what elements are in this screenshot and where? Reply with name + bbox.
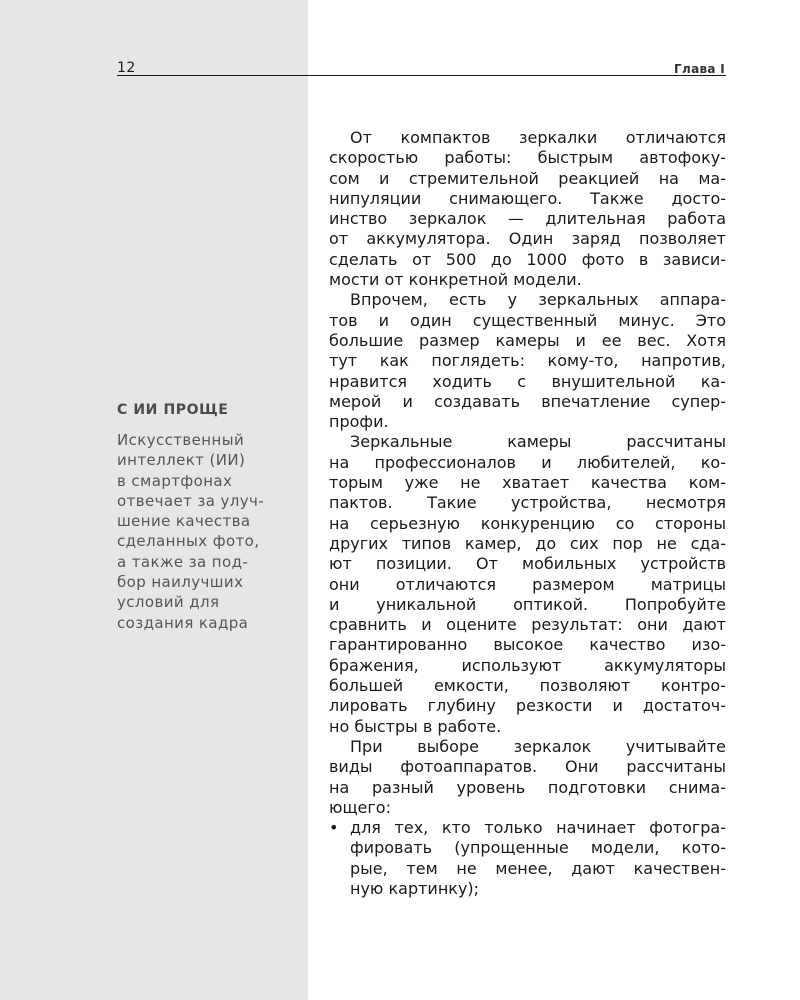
text-line: инство зеркалок — длительная работа	[329, 209, 726, 229]
sidenote-line: условий для	[117, 593, 220, 612]
text-line: ющего:	[329, 797, 391, 817]
sidenote-body	[117, 430, 287, 633]
sidenote-line: бор наилучших	[117, 573, 244, 592]
text-line: для тех, кто только начинает фотогра-	[350, 818, 726, 838]
text-line: мости от конкретной модели.	[329, 270, 582, 290]
sidenote	[117, 402, 287, 633]
text-line: фировать (упрощенные модели, кото-	[350, 838, 726, 858]
sidenote-line: интеллект (ИИ)	[117, 451, 246, 470]
text-line: сделать от 500 до 1000 фото в зависи-	[329, 249, 726, 269]
text-line: от аккумулятора. Один заряд позволяет	[329, 229, 726, 249]
sidenote-line: создания кадра	[117, 613, 249, 632]
text-line: рые, тем не менее, дают качествен-	[350, 858, 726, 878]
chapter-label: Глава I	[674, 62, 725, 76]
bullet-list-item	[329, 818, 726, 899]
text-line: Зеркальные камеры рассчитаны	[350, 432, 726, 452]
sidenote-line: а также за под-	[117, 552, 249, 571]
sidenote-line: Искусственный	[117, 431, 245, 449]
page-number: 12	[117, 60, 136, 76]
text-line: большей емкости, позволяют контро-	[329, 676, 726, 696]
text-line: тут как поглядеть: кому-то, напротив,	[329, 351, 726, 371]
text-line: большие размер камеры и ее вес. Хотя	[329, 330, 726, 350]
text-line: других типов камер, до сих пор не сда-	[329, 533, 726, 553]
text-line: От компактов зеркалки отличаются	[350, 128, 726, 147]
text-line: профи.	[329, 412, 389, 432]
text-line: но быстры в работе.	[329, 716, 502, 736]
text-line: виды фотоаппаратов. Они рассчитаны	[329, 757, 726, 777]
text-line: на профессионалов и любителей, ко-	[329, 452, 726, 472]
text-line: ную картинку);	[350, 878, 480, 898]
header-rule	[117, 75, 726, 76]
text-line: бражения, используют аккумуляторы	[329, 655, 726, 675]
text-line: скоростью работы: быстрым автофоку-	[329, 148, 726, 168]
text-line: сравнить и оцените результат: они дают	[329, 615, 726, 635]
text-line: тов и один существенный минус. Это	[329, 310, 726, 330]
text-line: нравится ходить с внушительной ка-	[329, 371, 726, 391]
text-line: пактов. Такие устройства, несмотря	[329, 493, 726, 513]
text-line: сом и стремительной реакцией на ма-	[329, 168, 726, 188]
paragraph	[329, 128, 726, 290]
sidenote-line: шение качества	[117, 512, 251, 531]
sidenote-title: С ИИ ПРОЩЕ	[117, 402, 229, 418]
text-line: торым уже не хватает качества ком-	[329, 473, 726, 493]
sidenote-line: отвечает за улуч-	[117, 491, 265, 510]
text-line: на серьезную конкуренцию со стороны	[329, 513, 726, 533]
text-line: на разный уровень подготовки снима-	[329, 777, 726, 797]
sidenote-line: сделанных фото,	[117, 532, 260, 551]
text-line: и уникальной оптикой. Попробуйте	[329, 594, 726, 614]
text-line: При выборе зеркалок учитывайте	[350, 736, 726, 756]
text-line: лировать глубину резкости и достаточ-	[329, 696, 726, 716]
text-line: Впрочем, есть у зеркальных аппара-	[350, 290, 726, 310]
paragraph	[329, 290, 726, 432]
sidenote-line: в смартфонах	[117, 471, 233, 490]
text-line: ют позиции. От мобильных устройств	[329, 554, 726, 574]
paragraph	[329, 432, 726, 736]
main-text	[329, 128, 726, 899]
text-line: мерой и создавать впечатление супер-	[329, 391, 726, 411]
bullet-marker: •	[329, 818, 339, 838]
text-line: гарантированно высокое качество изо-	[329, 635, 726, 655]
text-line: они отличаются размером матрицы	[329, 574, 726, 594]
text-line: нипуляции снимающего. Также досто-	[329, 188, 726, 208]
paragraph	[329, 737, 726, 818]
